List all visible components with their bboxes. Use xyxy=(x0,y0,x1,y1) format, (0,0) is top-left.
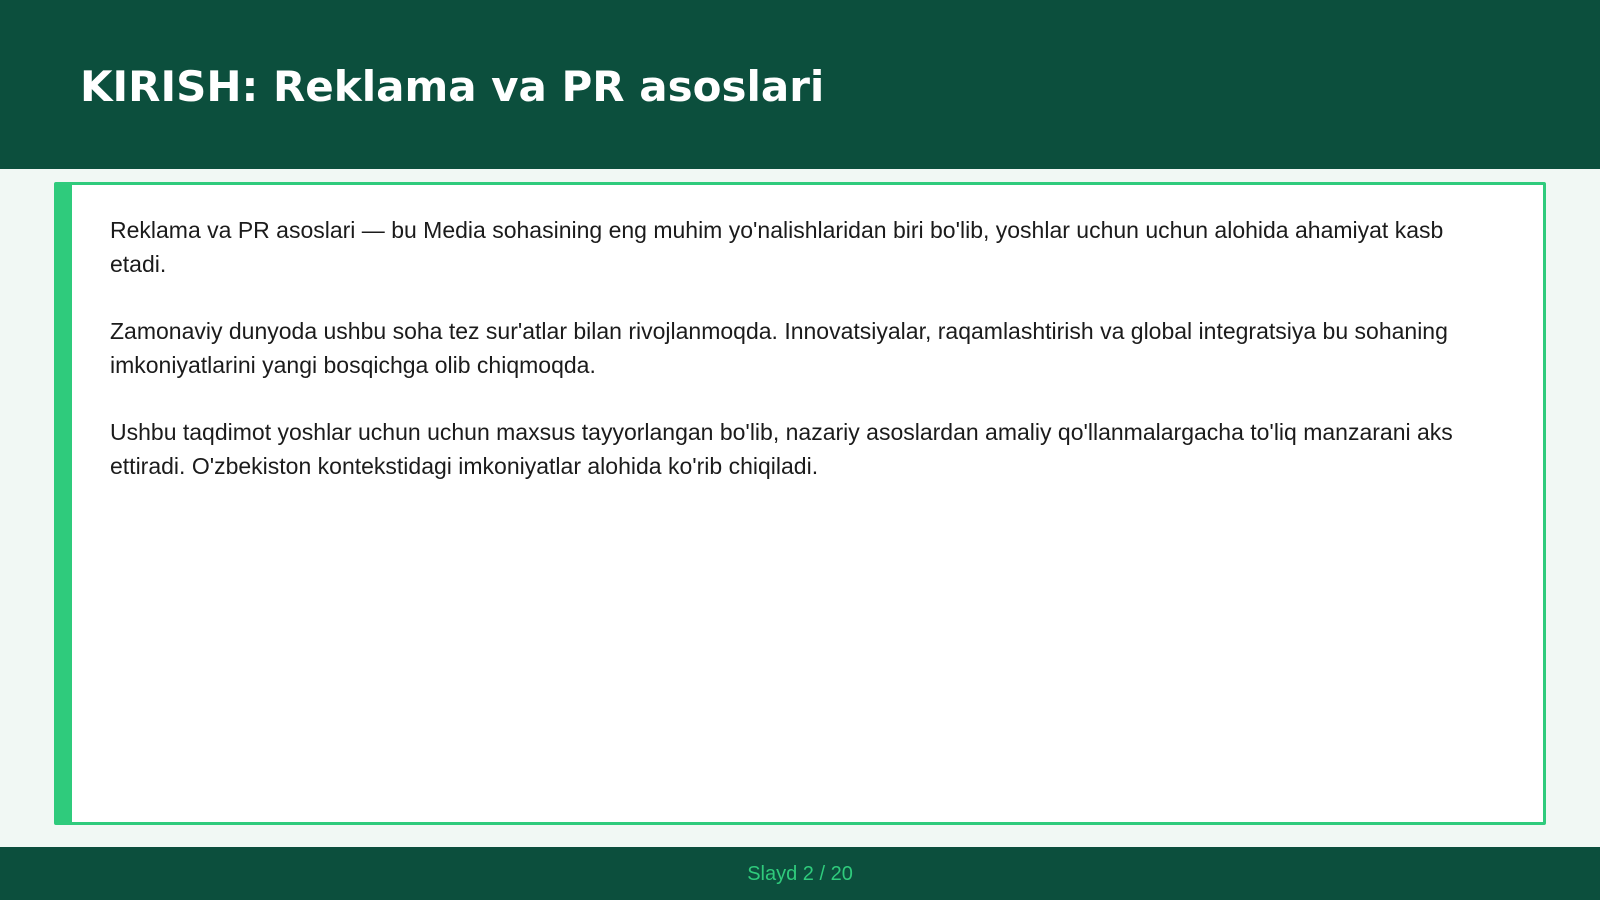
content-card xyxy=(54,182,1546,825)
modern-world-paragraph: Zamonaviy dunyoda ushbu soha tez sur'atlar bilan rivojlanmoqda. Innovatsiyalar, raqamlashtirish va global integratsiya bu sohaning imkoniyatlarini yangi bosqichga olib chiqmoqda. xyxy=(110,318,1448,378)
intro-paragraph: Reklama va PR asoslari — bu Media sohasining eng muhim yo'nalishlaridan biri bo'lib, yoshlar uchun uchun alohida ahamiyat kasb etadi. xyxy=(110,217,1444,277)
content-body xyxy=(110,213,1495,516)
slide-header xyxy=(0,0,1600,169)
slide-counter: Slayd 2 / 20 xyxy=(747,863,853,885)
slide-footer xyxy=(0,847,1600,900)
slide-title: KIRISH: Reklama va PR asoslari xyxy=(80,62,825,111)
presentation-scope-paragraph: Ushbu taqdimot yoshlar uchun uchun maxsus tayyorlangan bo'lib, nazariy asoslardan amaliy qo'llanmalargacha to'liq manzarani aks ettiradi. O'zbekiston kontekstidagi imkoniyatlar alohida ko'rib chiqiladi. xyxy=(110,419,1453,479)
